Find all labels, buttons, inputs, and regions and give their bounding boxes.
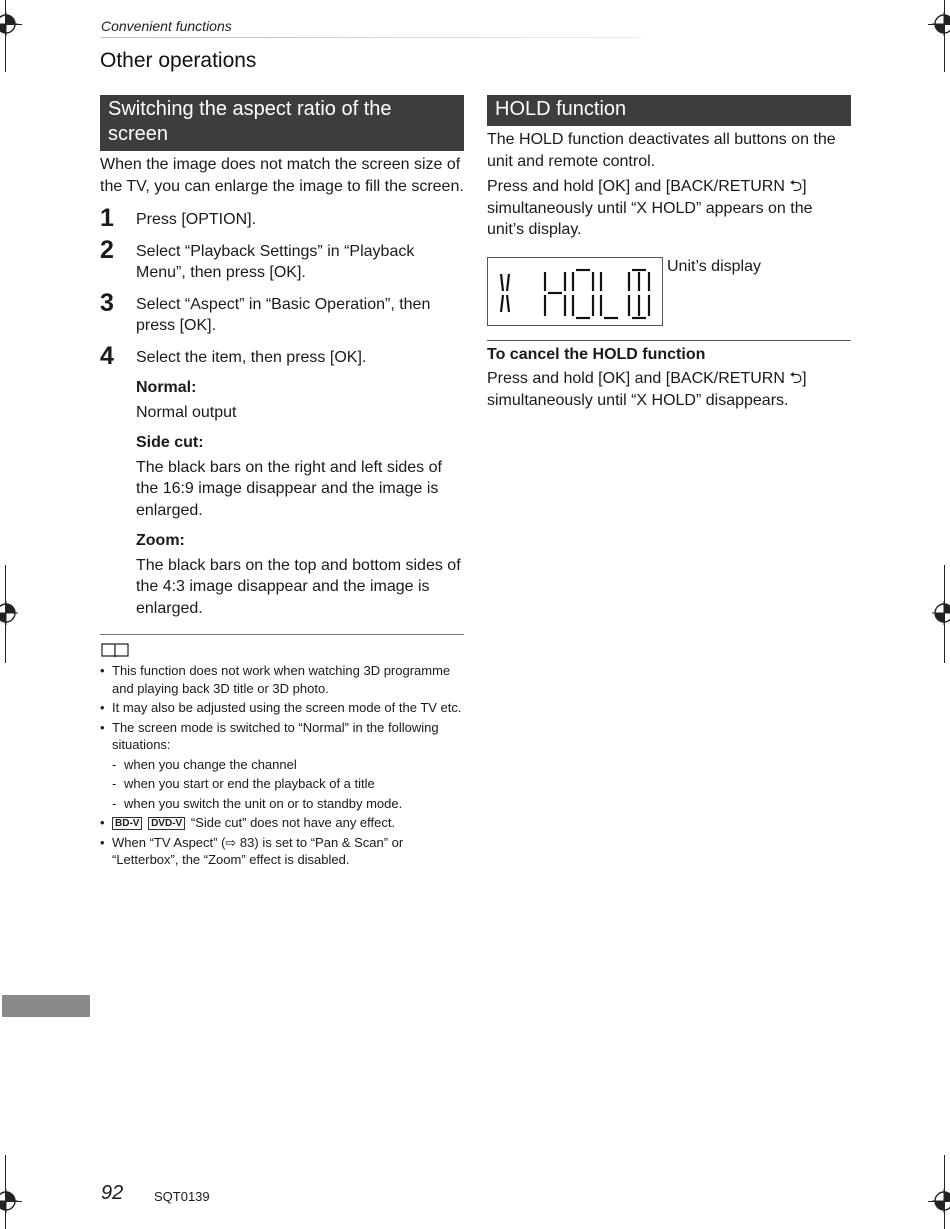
notes-divider [100, 634, 464, 635]
hold-description: The HOLD function deactivates all buttons on the unit and remote control. [487, 131, 836, 170]
cancel-instruction: Press and hold [OK] and [BACK/RETURN ⮌] simultaneously until “X HOLD” disappears. [487, 370, 807, 409]
cancel-heading: To cancel the HOLD function [487, 345, 706, 363]
page-title: Other operations [100, 49, 257, 72]
list-item: • It may also be adjusted using the screen mode of the TV etc. [100, 700, 462, 715]
list-subitem: - when you change the channel [112, 756, 297, 772]
crop-mark [944, 0, 945, 72]
list-item: • When “TV Aspect” (⇨ 83) is set to “Pan & Scan” or “Letterbox”, the “Zoom” effect is disabled. [100, 834, 404, 867]
section-heading: Switching the aspect ratio of the screen [100, 95, 464, 151]
step-text: Press [OPTION]. [136, 211, 257, 228]
chapter-tab [2, 995, 90, 1017]
step-text: Select “Playback Settings” in “Playback Menu”, then press [OK]. [136, 242, 415, 281]
display-caption: Unit’s display [667, 257, 761, 275]
step-4 [100, 341, 464, 620]
option-label: Zoom: [136, 532, 185, 549]
step-text: Select “Aspect” in “Basic Operation”, then press [OK]. [136, 295, 431, 334]
option-text: Normal output [136, 403, 237, 421]
aspect-ratio-section [100, 95, 464, 871]
list-item: • BD-V DVD-V “Side cut” does not have any effect. [100, 815, 396, 830]
intro-paragraph: When the image does not match the screen size of the TV, you can enlarge the image to fill the screen. [100, 156, 464, 195]
option-text: The black bars on the top and bottom sides of the 4:3 image disappear and the image is enlarged. [136, 556, 461, 617]
step-3 [100, 288, 464, 337]
page-number: 92 [101, 1182, 124, 1204]
hold-function-section [487, 95, 851, 411]
step-1 [100, 204, 464, 232]
list-item: • This function does not work when watching 3D programme and playing back 3D title or 3D photo. [100, 663, 451, 696]
list-subitem: - when you switch the unit on or to standby mode. [112, 795, 403, 811]
notes-list [100, 662, 464, 869]
registration-mark-icon [0, 12, 18, 36]
step-2 [100, 235, 464, 284]
registration-mark-icon [932, 601, 950, 625]
registration-mark-icon [0, 601, 18, 625]
hold-instruction: Press and hold [OK] and [BACK/RETURN ⮌] simultaneously until “X HOLD” appears on the unit’s display. [487, 178, 813, 238]
option-text: The black bars on the right and left sides of the 16:9 image disappear and the image is enlarged. [136, 458, 442, 519]
crop-mark [5, 0, 6, 72]
segment-display-x-hold [488, 258, 662, 325]
section-heading: HOLD function [487, 95, 851, 126]
option-label: Side cut: [136, 434, 204, 451]
section-divider [487, 340, 851, 341]
step-number: 1 [100, 204, 114, 232]
note-book-icon [100, 642, 130, 658]
registration-mark-icon [932, 12, 950, 36]
option-label: Normal: [136, 379, 197, 396]
disc-tag-bd-v: BD-V [112, 817, 142, 830]
header-rule [101, 37, 641, 38]
disc-tag-dvd-v: DVD-V [148, 817, 185, 830]
running-head: Convenient functions [101, 18, 232, 34]
step-number: 2 [100, 235, 114, 264]
step-text: Select the item, then press [OK]. [136, 348, 367, 366]
document-code: SQT0139 [154, 1189, 210, 1204]
list-subitem: - when you start or end the playback of a title [112, 776, 375, 791]
step-number: 3 [100, 288, 114, 317]
step-number: 4 [100, 341, 114, 370]
registration-mark-icon [0, 1189, 18, 1213]
list-item: • The screen mode is switched to “Normal” in the following situations: [100, 719, 439, 752]
registration-mark-icon [932, 1189, 950, 1213]
unit-display-figure [487, 257, 851, 326]
unit-display [487, 257, 663, 326]
